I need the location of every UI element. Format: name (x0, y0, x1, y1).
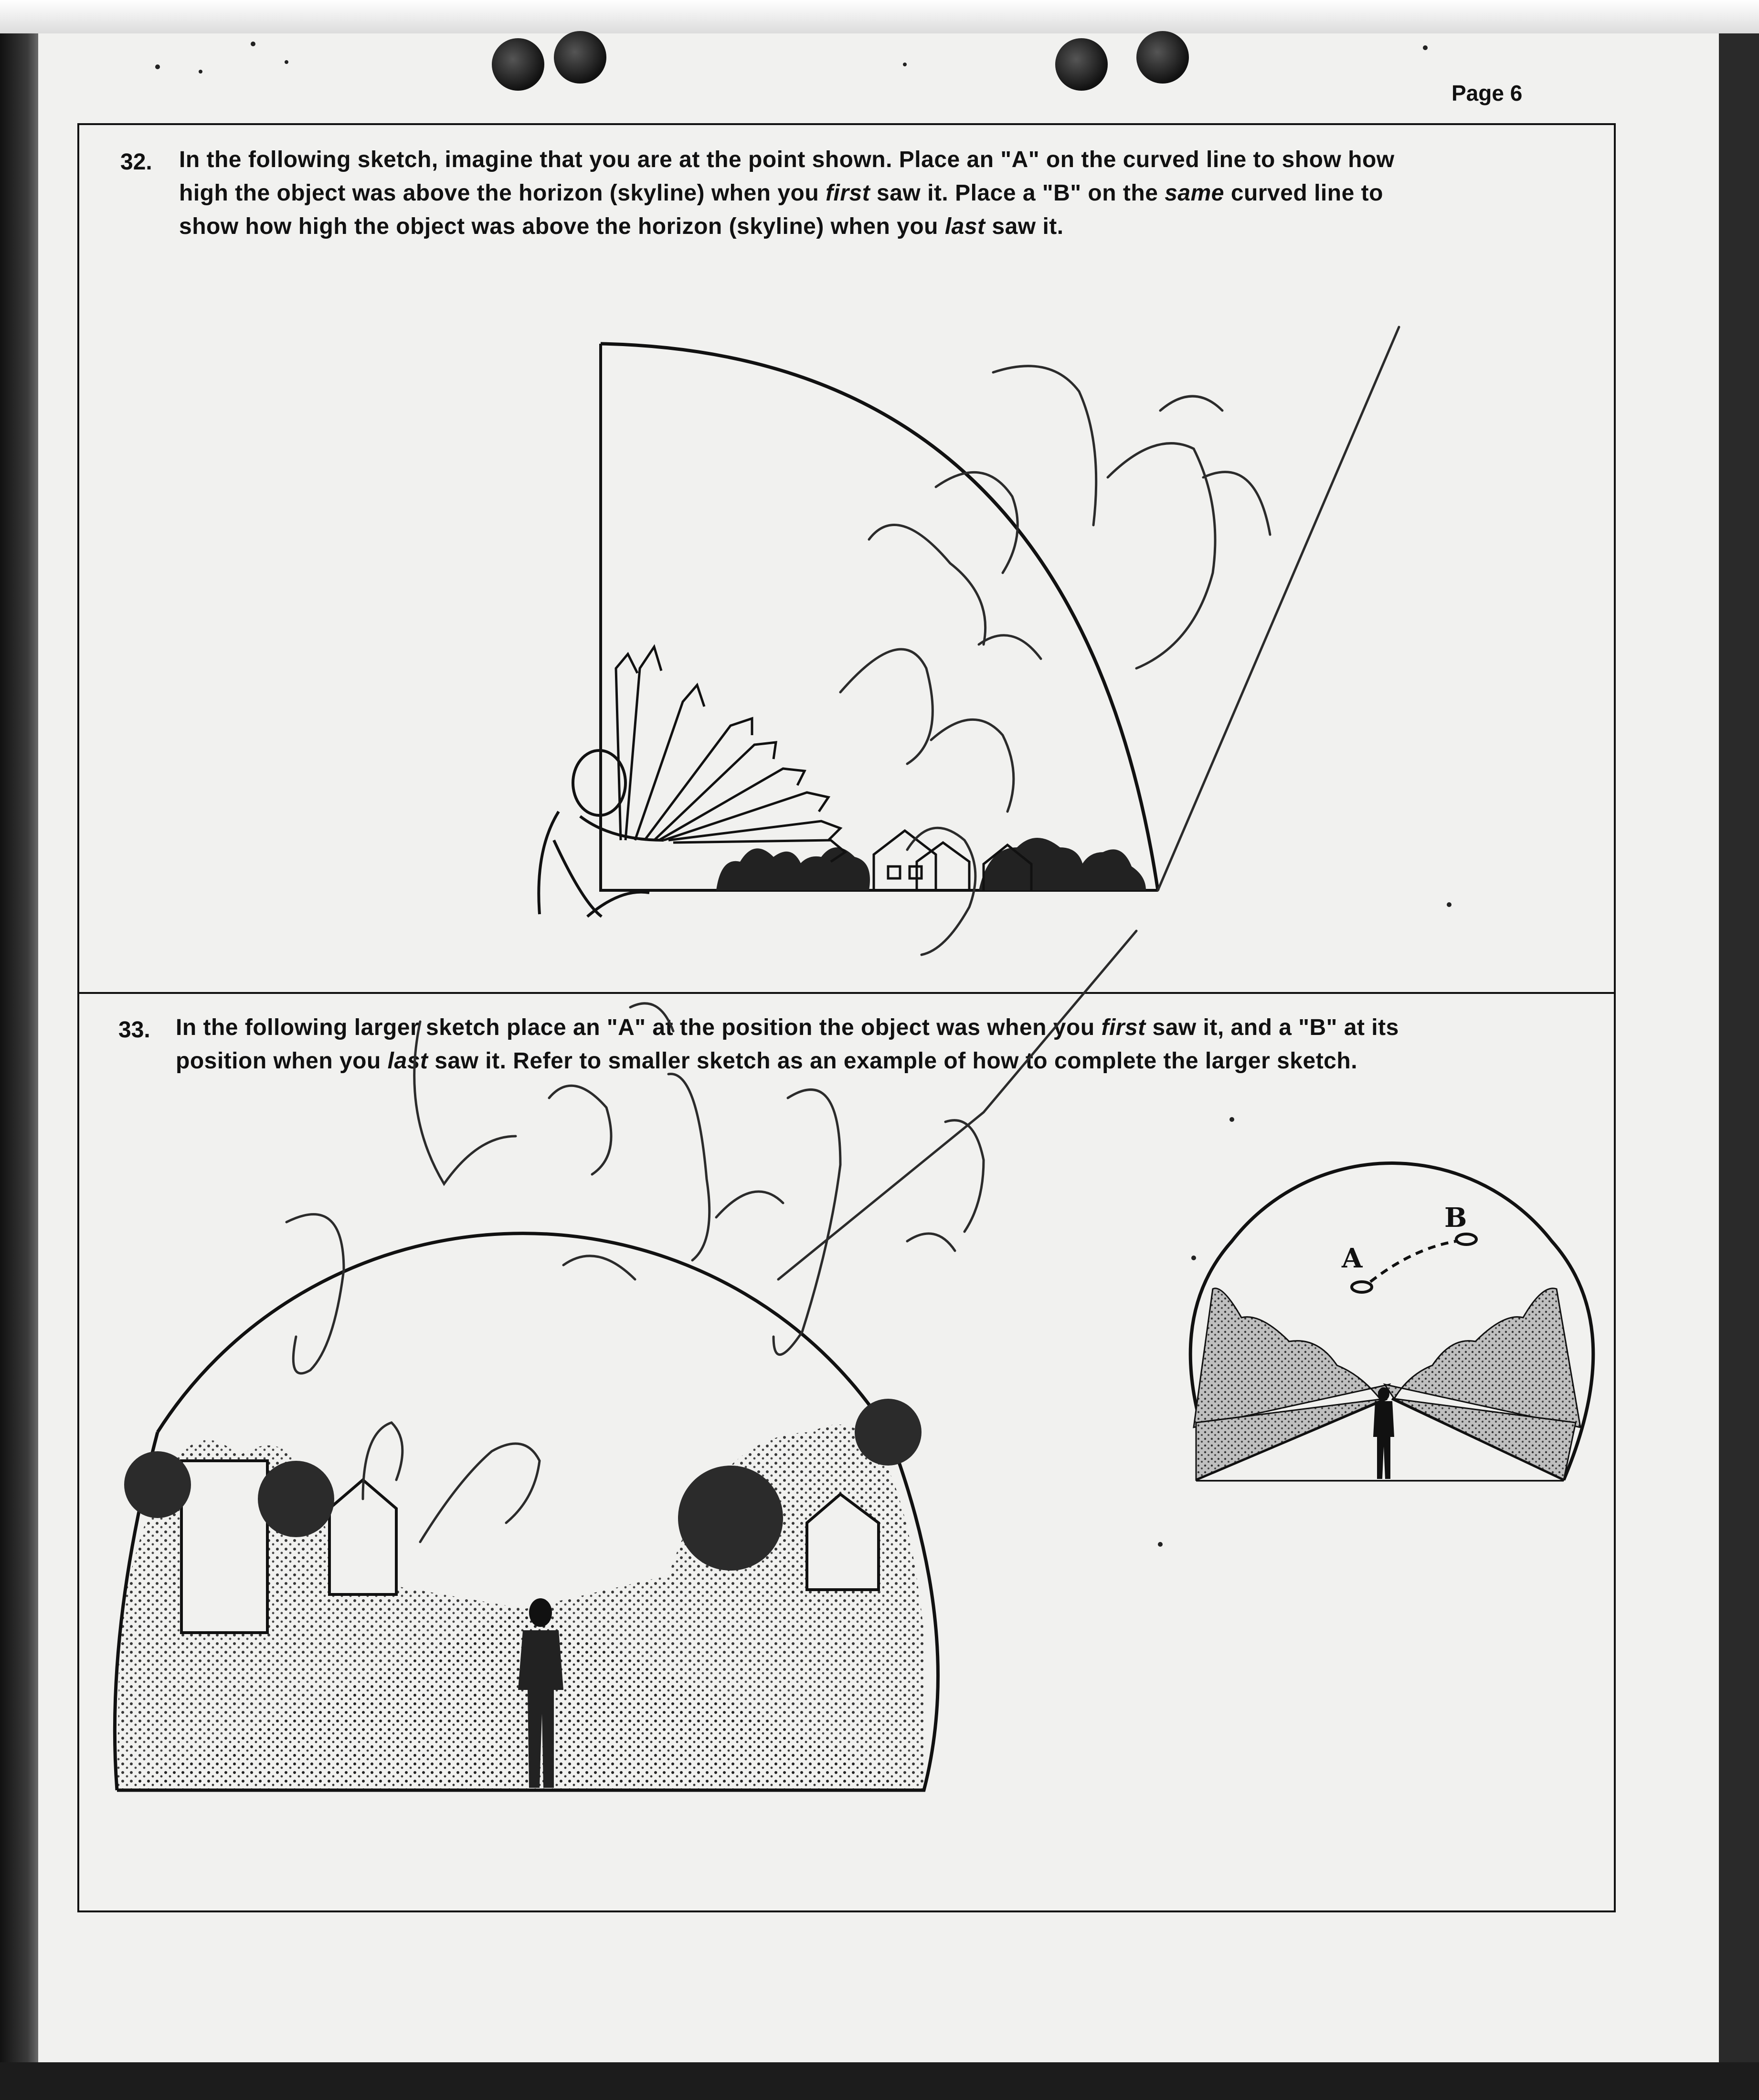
question-33-number: 33. (118, 1017, 150, 1043)
q32-quarter-circle-sketch (539, 344, 1158, 917)
question-text-run: position when you (176, 1048, 388, 1074)
question-text-run: saw it, and a "B" at its (1145, 1015, 1399, 1040)
question-emphasis: last (944, 214, 985, 239)
question-emphasis: last (387, 1048, 428, 1074)
q33-large-sketch (115, 1234, 938, 1790)
question-text-run: curved line to (1224, 180, 1383, 206)
question-32-number: 32. (120, 149, 152, 175)
question-text-run: In the following larger sketch place an "A" at the position the object was when you (176, 1015, 1102, 1040)
page-number: Page 6 (1452, 81, 1523, 106)
question-text-run: saw it. Place a "B" on the (870, 180, 1165, 206)
question-emphasis: first (826, 180, 870, 206)
marker-b (1456, 1234, 1476, 1245)
label-a: A (1342, 1243, 1363, 1274)
q33-sky-area[interactable] (158, 1234, 888, 1432)
marker-a (1352, 1282, 1372, 1292)
question-text-run: show how high the object was above the horizon (skyline) when you (179, 214, 945, 239)
q32-curved-line[interactable] (601, 344, 1158, 890)
pointing-hand-icon (616, 647, 845, 862)
label-b: B (1444, 1202, 1467, 1234)
question-text-run: saw it. (985, 214, 1064, 239)
question-text-run: high the object was above the horizon (skyline) when you (179, 180, 826, 206)
q33-example-sketch (1179, 1163, 1593, 1480)
question-emphasis: first (1101, 1015, 1146, 1040)
question-emphasis: same (1165, 180, 1224, 206)
question-text-run: In the following sketch, imagine that you are at the point shown. Place an "A" on the curved line to show how (179, 147, 1395, 172)
question-text-run: saw it. Refer to smaller sketch as an example of how to complete the larger sketch. (428, 1048, 1358, 1074)
trajectory-path (1370, 1241, 1456, 1282)
trees-icon (716, 838, 1146, 890)
